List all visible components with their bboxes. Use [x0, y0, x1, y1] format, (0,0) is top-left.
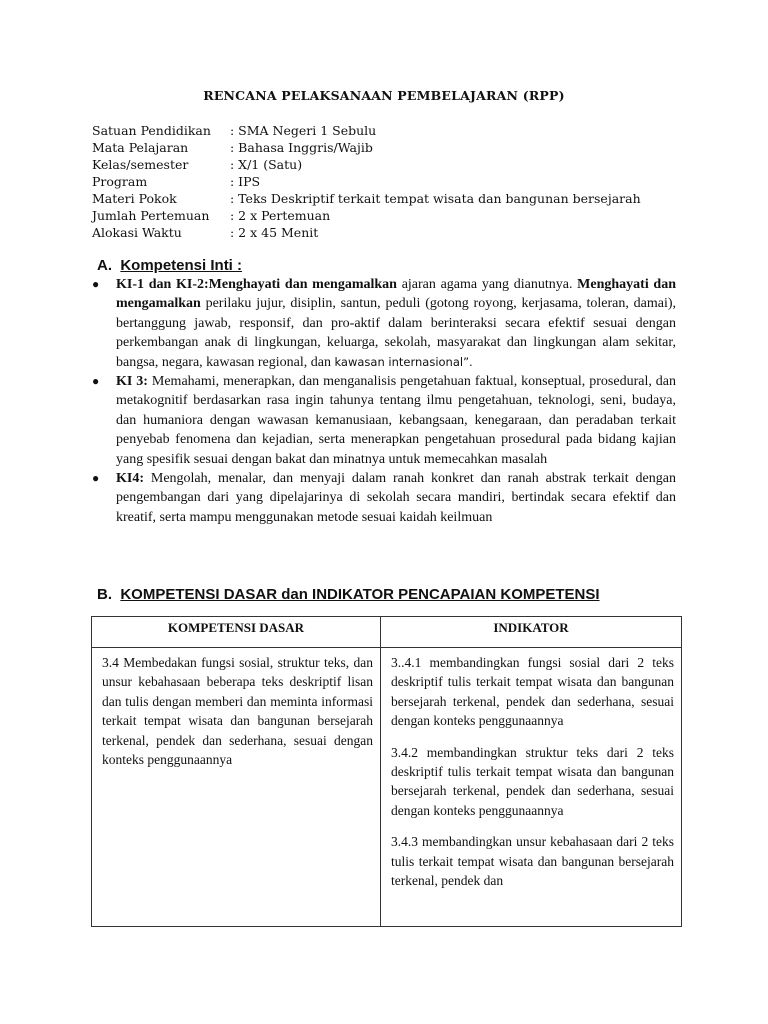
meta-value: : SMA Negeri 1 Sebulu — [230, 123, 377, 138]
bullet-icon: ● — [92, 277, 100, 291]
indikator-item: 3.4.2 membandingkan struktur teks dari 2 teks deskriptif tulis terkait tempat wisata dan bangunan bersejarah terkenal, pendek dan sederhana, sesuai dengan konteks penggunaannya — [391, 744, 674, 818]
section-b-heading — [97, 586, 600, 603]
meta-value: : Bahasa Inggris/Wajib — [230, 140, 373, 155]
section-letter: B. — [97, 586, 112, 603]
list-item: ● KI 3: Memahami, menerapkan, dan menganalisis pengetahuan faktual, konseptual, prosedural, dan metakognitif berdasarkan rasa ingin tahunya tentang ilmu pengetahuan, teknologi, seni, budaya, dan humaniora dengan wawasan kemanusiaan, kebangsaan, kenegaraan, dan peradaban terkait penyebab fenomena dan kejadian, serta menerapkan pengetahuan prosedural pada bidang kajian yang spesifik sesuai dengan bakat dan minatnya untuk memecahkan masalah — [92, 374, 676, 467]
meta-row-alokasi — [92, 224, 692, 241]
meta-key: Materi Pokok — [92, 191, 177, 206]
meta-value: : IPS — [230, 174, 261, 189]
meta-value: : 2 x 45 Menit — [230, 225, 319, 240]
kompetensi-inti-list — [92, 275, 676, 527]
meta-key: Kelas/semester — [92, 157, 189, 172]
column-header-kd: KOMPETENSI DASAR — [92, 617, 381, 648]
meta-row-materi — [92, 190, 692, 207]
meta-value: : 2 x Pertemuan — [230, 208, 331, 223]
kd-indikator-table — [91, 616, 682, 927]
meta-row-kelas — [92, 156, 692, 173]
section-letter: A. — [97, 257, 112, 274]
meta-value: : X/1 (Satu) — [230, 157, 303, 172]
meta-row-mapel — [92, 139, 692, 156]
document-title: RENCANA PELAKSANAAN PEMBELAJARAN (RPP) — [203, 88, 565, 103]
table-row — [92, 648, 682, 927]
meta-row-satuan — [92, 122, 692, 139]
meta-key: Jumlah Pertemuan — [92, 208, 210, 223]
column-header-indikator: INDIKATOR — [381, 617, 682, 648]
section-a-heading — [97, 257, 242, 274]
indikator-item: 3..4.1 membandingkan fungsi sosial dari 2 teks deskriptif tulis terkait tempat wisata dan bangunan bersejarah terkenal, pendek dan sederhana, sesuai dengan konteks penggunaannya — [391, 655, 674, 729]
meta-key: Alokasi Waktu — [92, 225, 182, 240]
meta-key: Program — [92, 174, 148, 189]
meta-key: Satuan Pendidikan — [92, 123, 211, 138]
indikator-cell — [381, 648, 682, 927]
indikator-item: 3.4.3 membandingkan unsur kebahasaan dari 2 teks tulis terkait tempat wisata dan bangunan bersejarah terkenal, pendek dan — [391, 834, 674, 889]
kd-cell: 3.4 Membedakan fungsi sosial, struktur teks, dan unsur kebahasaan beberapa teks deskriptif lisan dan tulis dengan memberi dan meminta informasi terkait tempat wisata dan bangunan bersejarah terkenal, pendek dan sederhana, sesuai dengan konteks penggunaannya — [92, 648, 381, 927]
list-item: ● KI-1 dan KI-2:Menghayati dan mengamalkan ajaran agama yang dianutnya. Menghayati dan mengamalkan perilaku jujur, disiplin, santun, peduli (gotong royong, kerjasama, toleran, damai), bertanggung jawab, responsif, dan pro-aktif dalam berinteraksi secara efektif sesuai dengan perkembangan anak di lingkungan, keluarga, sekolah, masyarakat dan lingkungan alam sekitar, bangsa, negara, kawasan regional, dan kawasan internasional”. — [92, 277, 677, 370]
bullet-icon: ● — [92, 374, 100, 389]
bullet-icon: ● — [92, 471, 100, 486]
identity-block — [92, 122, 692, 241]
list-item: ● KI4: Mengolah, menalar, dan menyaji dalam ranah konkret dan ranah abstrak terkait dengan pengembangan dari yang dipelajarinya di sekolah secara mandiri, bertindak secara efektif dan kreatif, serta mampu menggunakan metode sesuai kaidah keilmuan — [92, 471, 676, 525]
section-label: KOMPETENSI DASAR dan INDIKATOR PENCAPAIAN KOMPETENSI — [120, 586, 600, 603]
meta-row-pertemuan — [92, 207, 692, 224]
meta-value: : Teks Deskriptif terkait tempat wisata dan bangunan bersejarah — [230, 191, 641, 206]
meta-row-program — [92, 173, 692, 190]
section-label: Kompetensi Inti : — [120, 257, 243, 274]
meta-key: Mata Pelajaran — [92, 140, 189, 155]
table-header-row — [92, 617, 682, 648]
